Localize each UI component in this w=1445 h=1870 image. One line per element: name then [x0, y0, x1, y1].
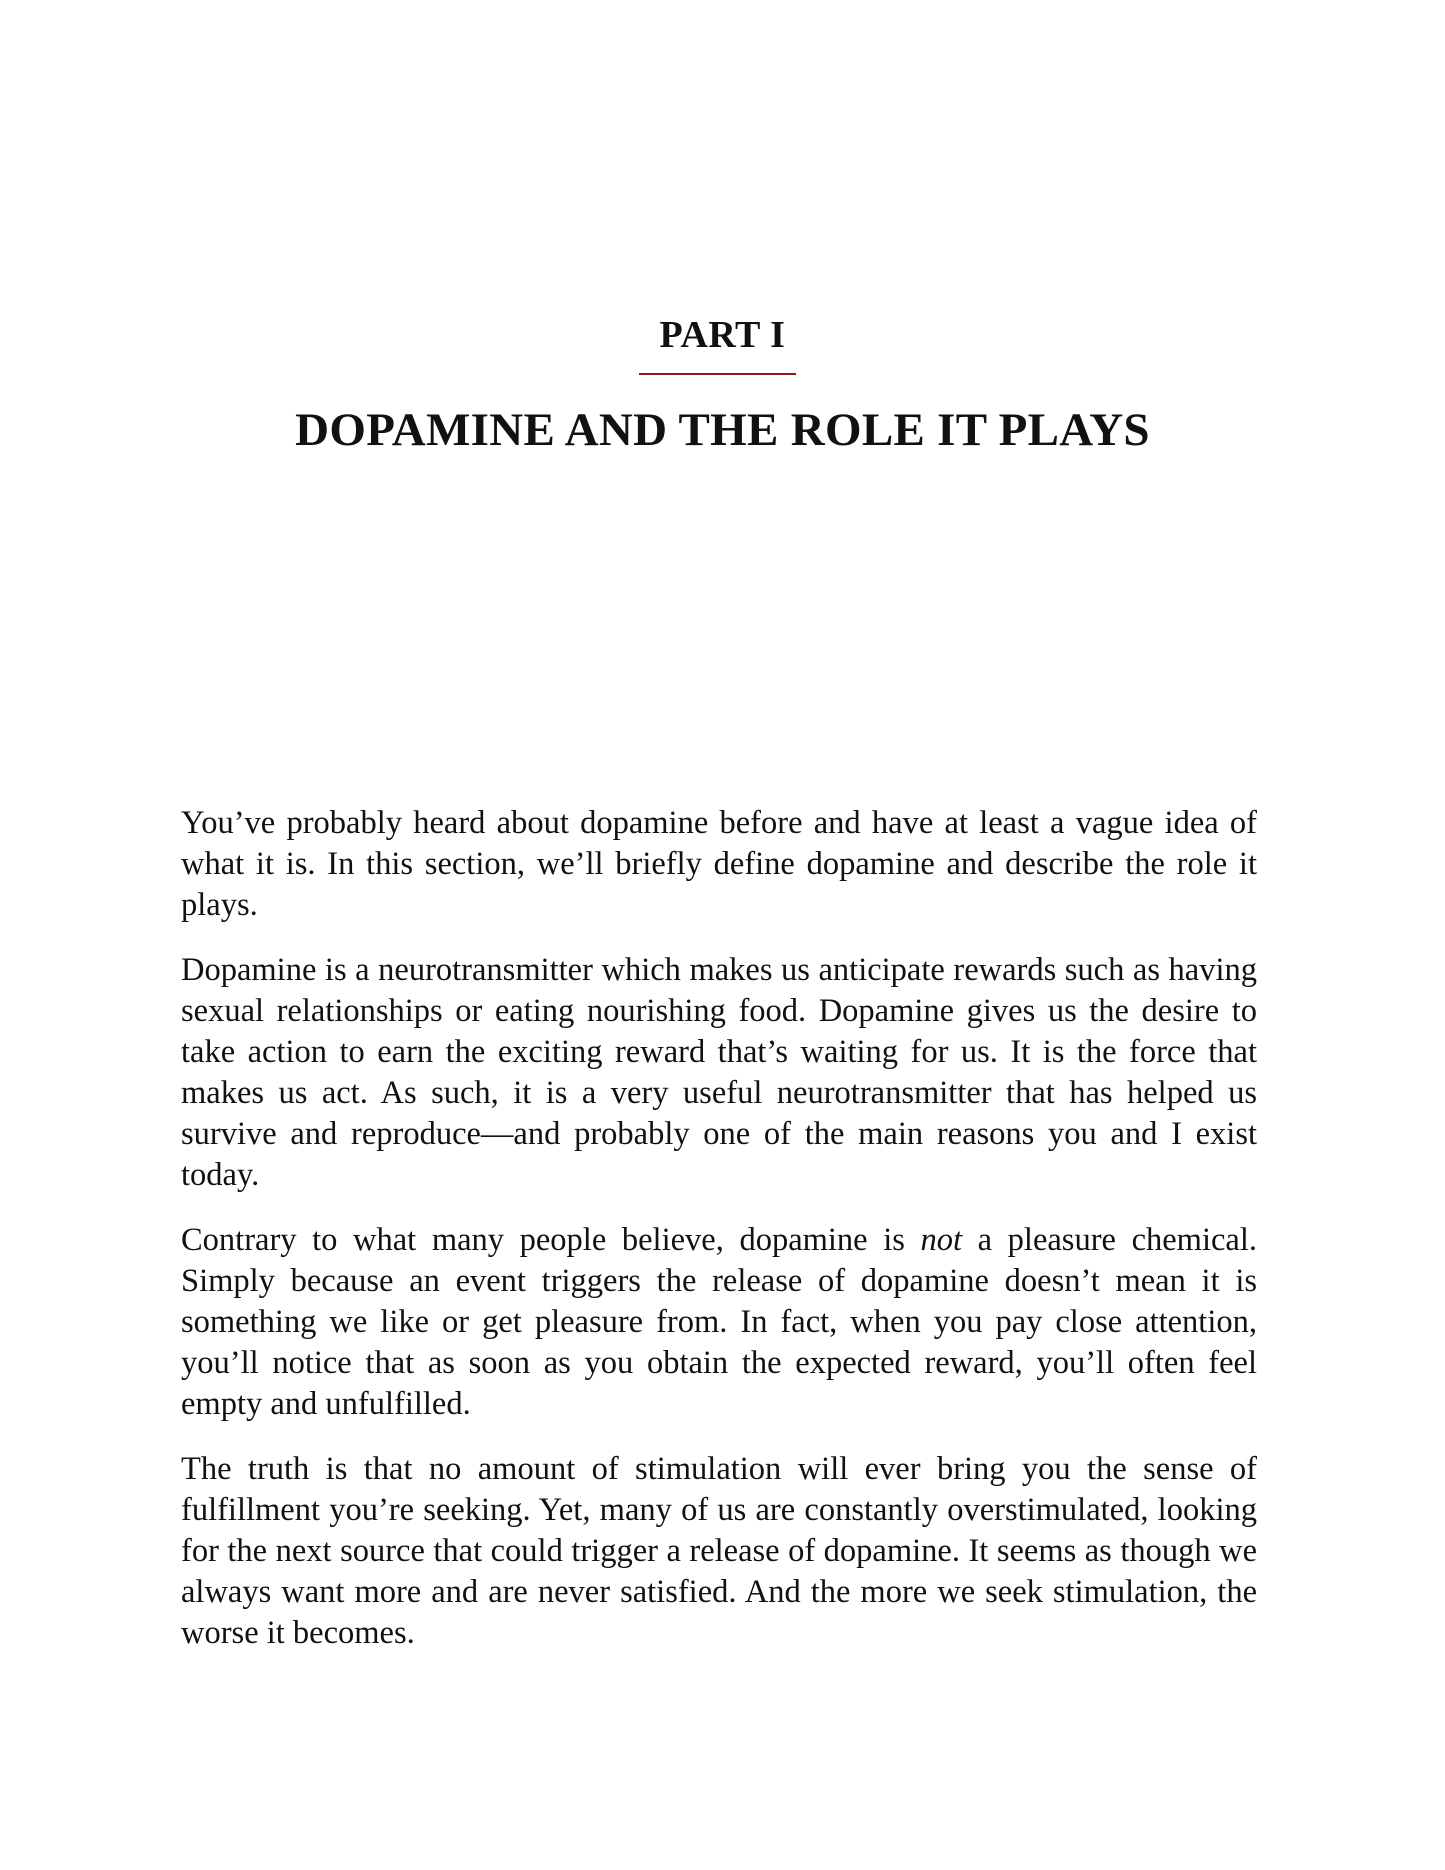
paragraph-3-emphasis: not [920, 1222, 963, 1258]
paragraph-3 [181, 1220, 1257, 1425]
paragraph-1: You’ve probably heard about dopamine before and have at least a vague idea of what it is. In this section, we’ll briefly define dopamine and describe the role it plays. [181, 805, 1257, 923]
paragraph-3-text-start: Contrary to what many people believe, dopamine is [181, 1222, 921, 1258]
paragraph-3-text-end: a pleasure chemical. Simply because an event triggers the release of dopamine doesn’t mean it is something we like or get pleasure from. In fact, when you pay close attention, you’ll notice that as soon as you obtain the expected reward, you’ll often feel empty and unfulfilled. [181, 1222, 1257, 1422]
part-divider-rule [639, 373, 796, 375]
part-label: PART I [659, 314, 786, 356]
part-title: DOPAMINE AND THE ROLE IT PLAYS [295, 404, 1150, 456]
paragraph-2: Dopamine is a neurotransmitter which makes us anticipate rewards such as having sexual relationships or eating nourishing food. Dopamine gives us the desire to take action to earn the exciting reward that’s waiting for us. It is the force that makes us act. As such, it is a very useful neurotransmitter that has helped us survive and reproduce—and probably one of the main reasons you and I exist today. [181, 952, 1257, 1193]
paragraph-4: The truth is that no amount of stimulation will ever bring you the sense of fulfillment you’re seeking. Yet, many of us are constantly overstimulated, looking for the next source that could trigger a release of dopamine. It seems as though we always want more and are never satisfied. And the more we seek stimulation, the worse it becomes. [181, 1451, 1257, 1651]
body-text [181, 803, 1257, 1678]
